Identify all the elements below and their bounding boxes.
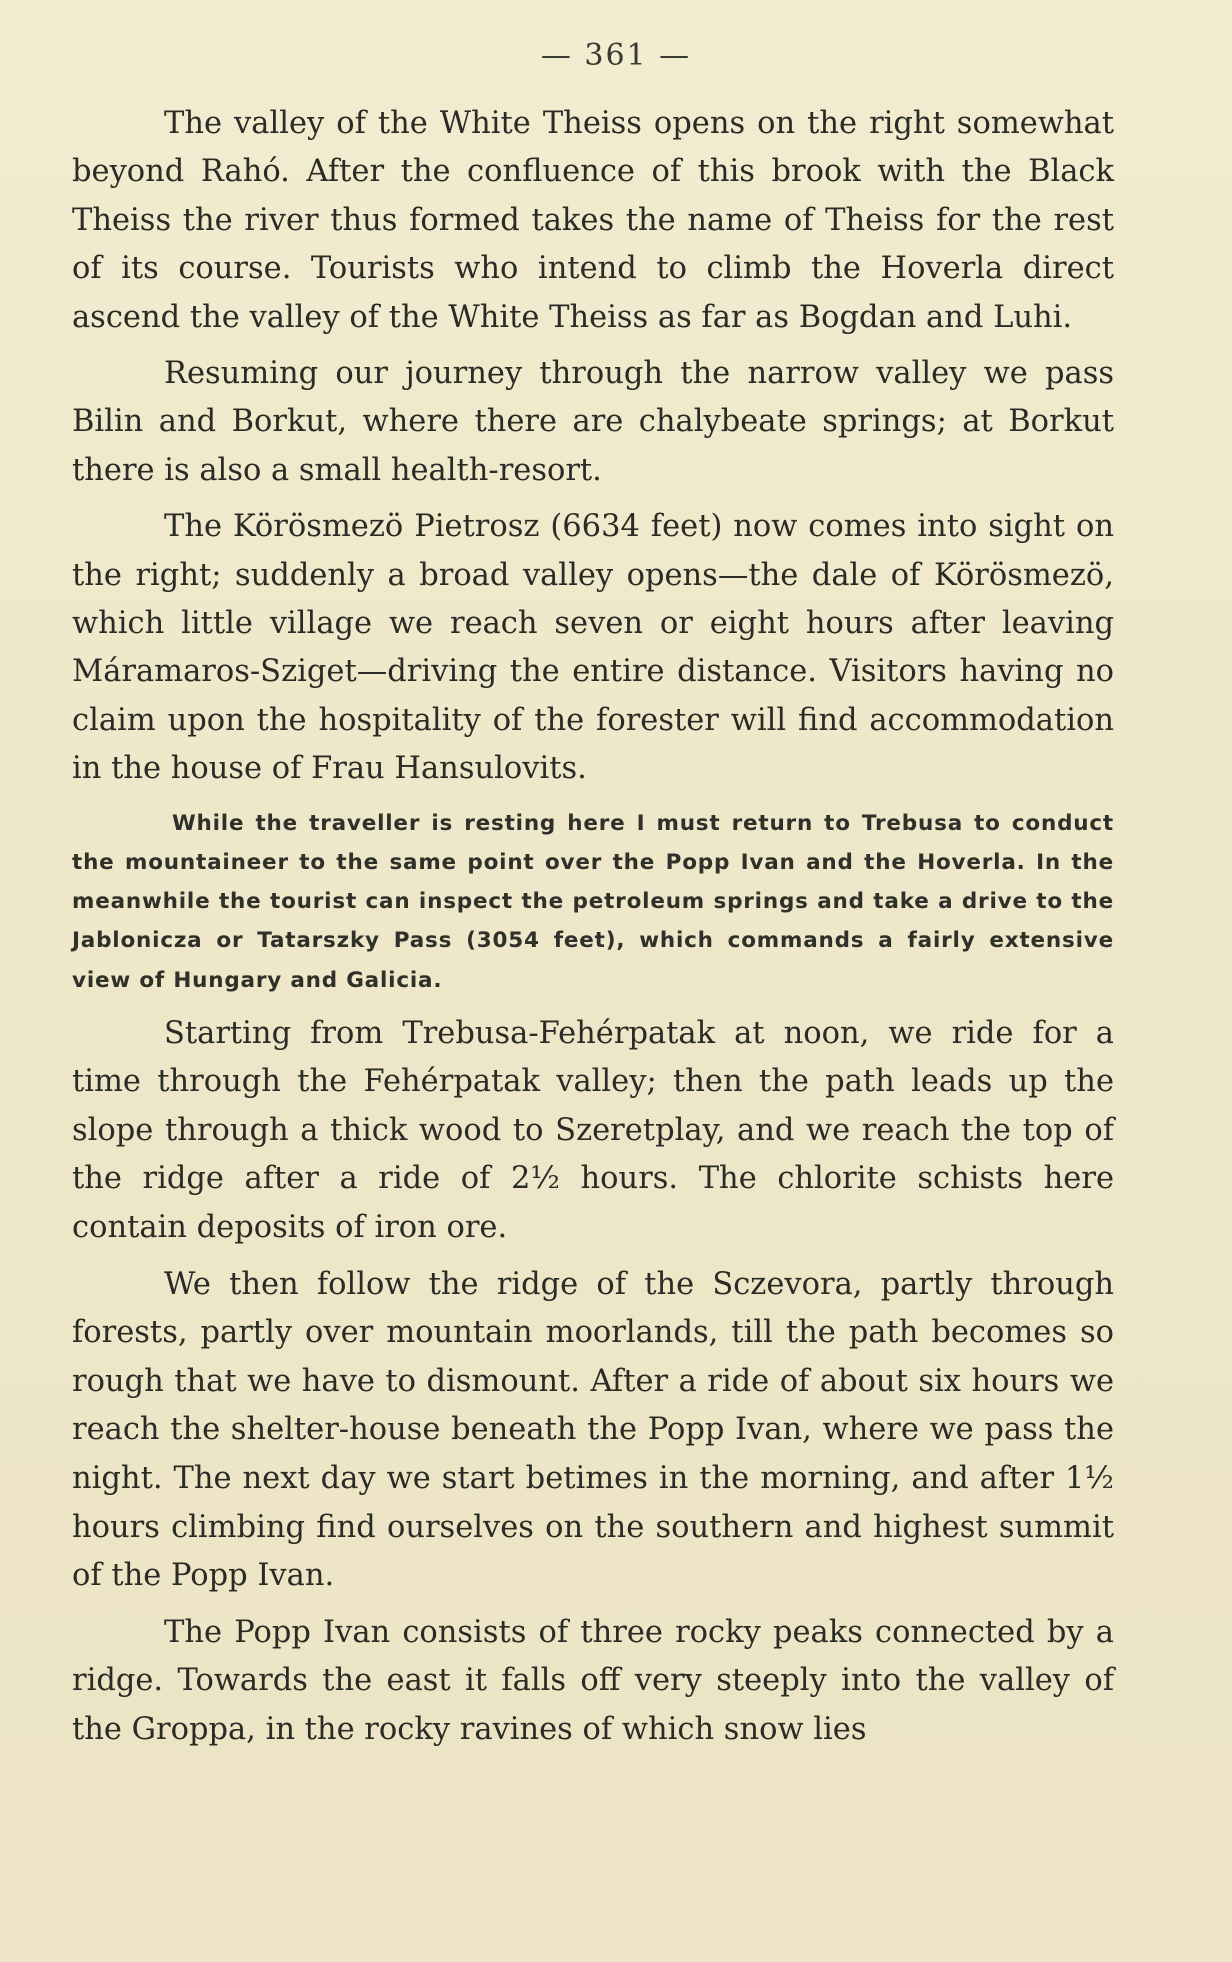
page-number: — 361 — [540, 38, 692, 73]
paragraph-sczevora-ridge: We then follow the ridge of the Sczevora, partly through forests, partly over mountain moorlands, till the path becomes so rough that we have to dismount. After a ride of about six hours we reach the shelter-house beneath the Popp Ivan, where we pass the night. The next day we start betimes in the morning, and after 1½ hours climbing find ourselves on the southern and highest summit of the Popp Ivan. [72, 1266, 1114, 1594]
paragraph-korosmezo: The Körösmezö Pietrosz (6634 feet) now comes into sight on the right; suddenly a broad valley opens—the dale of Körösmezö, which little village we reach seven or eight hours after leaving Máramaros-Sziget—driving the entire distance. Visitors having no claim upon the hospitality of the forester will find accommodation in the house of Frau Hansulovits. [72, 509, 1114, 787]
small-print-note: While the traveller is resting here I must return to Trebusa to conduct the mountaineer to the same point over the Popp Ivan and the Hoverla. In the meanwhile the tourist can inspect the petroleum springs and take a drive to the Jablonicza or Tatarszky Pass (3054 feet), which commands a fairly extensive view of Hungary and Galicia. [72, 810, 1114, 993]
paragraph-white-theiss: The valley of the White Theiss opens on the right somewhat beyond Rahó. After the confluence of this brook with the Black Theiss the river thus formed takes the name of Theiss for the rest of its course. Tourists who intend to climb the Hoverla direct ascend the valley of the White Theiss as far as Bogdan and Luhi. [72, 106, 1114, 335]
paragraph-popp-ivan: The Popp Ivan consists of three rocky peaks connected by a ridge. Towards the east it falls off very steeply into the valley of the Groppa, in the rocky ravines of which snow lies [72, 1614, 1114, 1748]
paragraph-bilin-borkut: Resuming our journey through the narrow valley we pass Bilin and Borkut, where there are chalybeate springs; at Borkut there is also a small health-resort. [72, 356, 1114, 488]
lower-section [72, 1010, 1114, 1755]
paragraph-trebusa-start: Starting from Trebusa-Fehérpatak at noon, we ride for a time through the Fehérpatak valley; then the path leads up the slope through a thick wood to Szeretplay, and we reach the top of the ridge after a ride of 2½ hours. The chlorite schists here contain deposits of iron ore. [72, 1015, 1114, 1246]
page-body [72, 100, 1114, 1755]
